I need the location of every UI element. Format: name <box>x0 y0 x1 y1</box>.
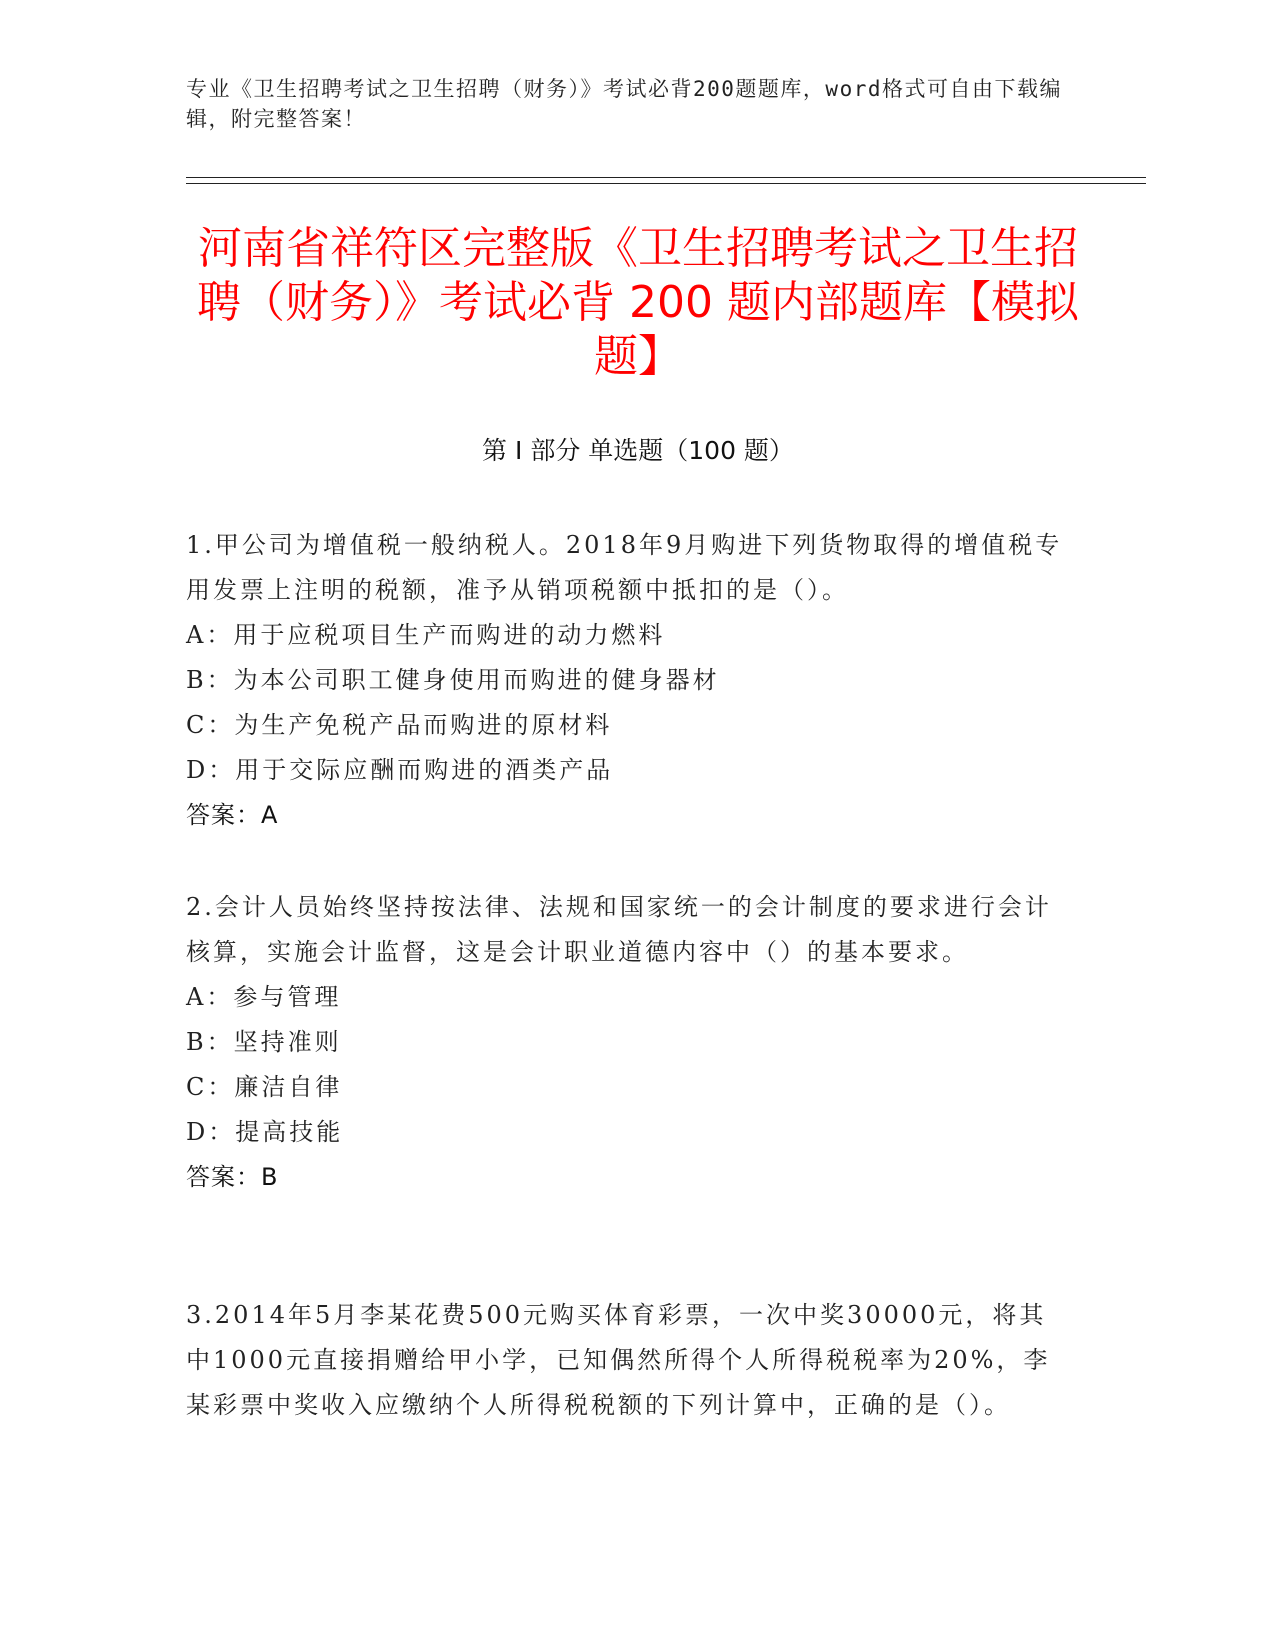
question-text: 1.甲公司为增值税一般纳税人。2018年9月购进下列货物取得的增值税专用发票上注明的税额，准予从销项税额中抵扣的是（）。 <box>186 531 1063 604</box>
header-note: 专业《卫生招聘考试之卫生招聘（财务）》考试必背200题题库，word格式可自由下载编辑，附完整答案！ <box>186 77 1062 131</box>
option-a: A：用于应税项目生产而购进的动力燃料 <box>186 621 666 649</box>
option-c: C：为生产免税产品而购进的原材料 <box>186 711 613 739</box>
question-text: 3.2014年5月李某花费500元购买体育彩票，一次中奖30000元，将其中1000元直接捐赠给甲小学，已知偶然所得个人所得税税率为20%，李某彩票中奖收入应缴纳个人所得税税额的下列计算中，正确的是（）。 <box>186 1301 1051 1419</box>
question-1 <box>186 523 1066 838</box>
question-3 <box>186 1293 1066 1428</box>
option-c: C：廉洁自律 <box>186 1073 343 1101</box>
option-d: D：提高技能 <box>186 1118 344 1146</box>
question-2 <box>186 885 1066 1200</box>
header-divider-bottom <box>186 183 1146 184</box>
option-b: B：坚持准则 <box>186 1028 342 1056</box>
option-b: B：为本公司职工健身使用而购进的健身器材 <box>186 666 720 694</box>
option-d: D：用于交际应酬而购进的酒类产品 <box>186 756 614 784</box>
header-divider-top <box>186 177 1146 178</box>
document-title: 河南省祥符区完整版《卫生招聘考试之卫生招聘（财务）》考试必背 200 题内部题库【模拟题】 <box>197 223 1079 382</box>
section-title: 第 I 部分 单选题（100 题） <box>482 436 794 465</box>
answer: 答案：B <box>186 1163 279 1191</box>
option-a: A：参与管理 <box>186 983 342 1011</box>
question-text: 2.会计人员始终坚持按法律、法规和国家统一的会计制度的要求进行会计核算，实施会计监督，这是会计职业道德内容中（）的基本要求。 <box>186 893 1052 966</box>
answer: 答案：A <box>186 801 279 829</box>
